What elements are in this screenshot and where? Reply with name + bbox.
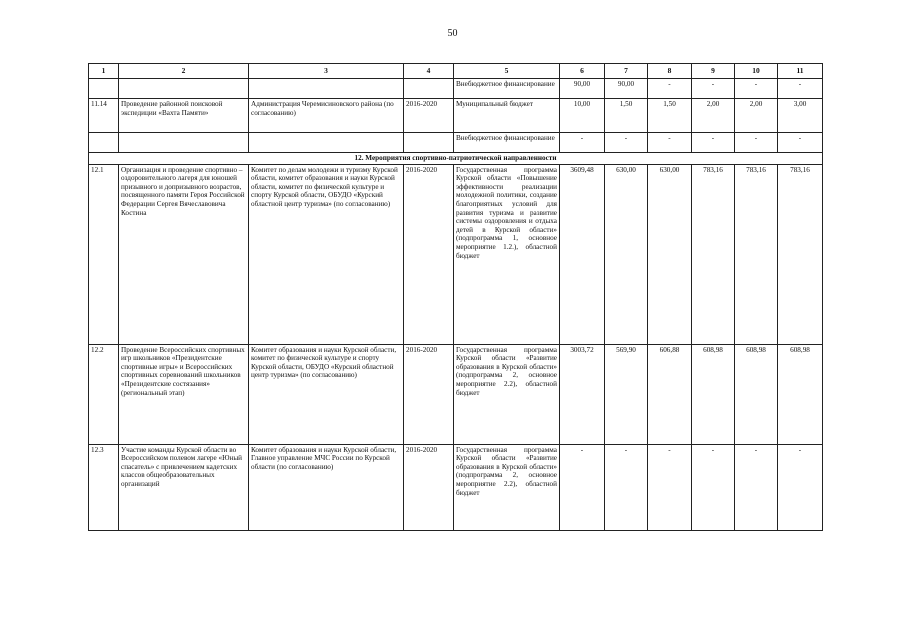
cell-2020: 3,00 bbox=[778, 99, 823, 133]
col-header: 3 bbox=[249, 64, 404, 79]
cell-source: Муниципальный бюджет bbox=[454, 99, 560, 133]
cell-id: 12.2 bbox=[89, 344, 119, 444]
section-row bbox=[89, 153, 823, 165]
cell-2019: 608,98 bbox=[735, 344, 778, 444]
table-row bbox=[89, 444, 823, 530]
cell-2018: - bbox=[692, 444, 735, 530]
cell-period: 2016-2020 bbox=[404, 164, 454, 344]
cell-source: Государственная программа Курской области «Развитие образования в Курской области» (подпрограмма 2, основное мероприятие 2.2), областной бюджет bbox=[454, 344, 560, 444]
col-header: 5 bbox=[454, 64, 560, 79]
cell-2018: - bbox=[692, 79, 735, 99]
cell-period: 2016-2020 bbox=[404, 99, 454, 133]
cell-period bbox=[404, 79, 454, 99]
page-number: 50 bbox=[447, 28, 458, 39]
cell-2017: - bbox=[648, 79, 692, 99]
cell-2018: - bbox=[692, 133, 735, 153]
section-title: 12. Мероприятия спортивно-патриотической направленности bbox=[89, 153, 823, 165]
cell-id bbox=[89, 79, 119, 99]
measures-table bbox=[88, 63, 823, 531]
cell-2016: 90,00 bbox=[605, 79, 648, 99]
cell-2017: - bbox=[648, 444, 692, 530]
cell-source: Государственная программа Курской области «Повышение эффективности реализации молодежной политики, создание благоприятных условий для развития туризма и развитие системы оздоровления и отдыха детей в Курской области» (подпрограмма 1, основное мероприятие 1.2.), областной бюджет bbox=[454, 164, 560, 344]
table-row bbox=[89, 99, 823, 133]
cell-total: 3609,48 bbox=[560, 164, 605, 344]
col-header: 7 bbox=[605, 64, 648, 79]
cell-2019: - bbox=[735, 133, 778, 153]
cell-id bbox=[89, 133, 119, 153]
cell-2017: 630,00 bbox=[648, 164, 692, 344]
cell-source: Государственная программа Курской области «Развитие образования в Курской области» (подпрограмма 2, основное мероприятие 2.2), областной бюджет bbox=[454, 444, 560, 530]
cell-total: - bbox=[560, 133, 605, 153]
col-header: 2 bbox=[119, 64, 249, 79]
header-row bbox=[89, 64, 823, 79]
cell-period: 2016-2020 bbox=[404, 344, 454, 444]
cell-2019: 783,16 bbox=[735, 164, 778, 344]
cell-2019: 2,00 bbox=[735, 99, 778, 133]
cell-id: 12.1 bbox=[89, 164, 119, 344]
cell-period: 2016-2020 bbox=[404, 444, 454, 530]
col-header: 6 bbox=[560, 64, 605, 79]
table-row bbox=[89, 344, 823, 444]
cell-2017: 606,88 bbox=[648, 344, 692, 444]
cell-name: Проведение районной поисковой экспедиции «Вахта Памяти» bbox=[119, 99, 249, 133]
table-row bbox=[89, 79, 823, 99]
cell-2019: - bbox=[735, 444, 778, 530]
cell-id: 11.14 bbox=[89, 99, 119, 133]
table-row bbox=[89, 164, 823, 344]
cell-2018: 608,98 bbox=[692, 344, 735, 444]
cell-2016: 569,90 bbox=[605, 344, 648, 444]
cell-executor: Администрация Черемисиновского района (по согласованию) bbox=[249, 99, 404, 133]
cell-2018: 783,16 bbox=[692, 164, 735, 344]
cell-2017: - bbox=[648, 133, 692, 153]
cell-2016: - bbox=[605, 133, 648, 153]
cell-executor: Комитет по делам молодежи и туризму Курской области, комитет образования и науки Курской области, комитет по физической культуре и спорту Курской области, ОБУДО «Курский областной центр туризма» (по согласованию) bbox=[249, 164, 404, 344]
cell-name: Проведение Всероссийских спортивных игр школьников «Президентские спортивные игры» и Всероссийских спортивных соревнований школьников «Президентские состязания» (региональный этап) bbox=[119, 344, 249, 444]
cell-source: Внебюджетное финансирование bbox=[454, 79, 560, 99]
cell-name: Организация и проведение спортивно – оздоровительного лагеря для юношей призывного и допризывного возрастов, посвященного памяти Героя Российской Федерации Сергея Вячеславовича Костина bbox=[119, 164, 249, 344]
cell-total: 3003,72 bbox=[560, 344, 605, 444]
cell-total: - bbox=[560, 444, 605, 530]
col-header: 9 bbox=[692, 64, 735, 79]
cell-2020: - bbox=[778, 444, 823, 530]
cell-executor bbox=[249, 133, 404, 153]
col-header: 11 bbox=[778, 64, 823, 79]
cell-2020: - bbox=[778, 79, 823, 99]
cell-id: 12.3 bbox=[89, 444, 119, 530]
cell-2020: 608,98 bbox=[778, 344, 823, 444]
cell-total: 90,00 bbox=[560, 79, 605, 99]
cell-executor: Комитет образования и науки Курской области, Главное управление МЧС России по Курской области (по согласованию) bbox=[249, 444, 404, 530]
cell-2016: 630,00 bbox=[605, 164, 648, 344]
col-header: 4 bbox=[404, 64, 454, 79]
cell-2017: 1,50 bbox=[648, 99, 692, 133]
cell-period bbox=[404, 133, 454, 153]
cell-executor bbox=[249, 79, 404, 99]
cell-name bbox=[119, 133, 249, 153]
cell-2020: 783,16 bbox=[778, 164, 823, 344]
col-header: 1 bbox=[89, 64, 119, 79]
table-row bbox=[89, 133, 823, 153]
cell-2020: - bbox=[778, 133, 823, 153]
cell-2016: 1,50 bbox=[605, 99, 648, 133]
cell-2018: 2,00 bbox=[692, 99, 735, 133]
cell-name bbox=[119, 79, 249, 99]
cell-total: 10,00 bbox=[560, 99, 605, 133]
cell-2016: - bbox=[605, 444, 648, 530]
cell-source: Внебюджетное финансирование bbox=[454, 133, 560, 153]
col-header: 8 bbox=[648, 64, 692, 79]
cell-executor: Комитет образования и науки Курской области, комитет по физической культуре и спорту Курской области, ОБУДО «Курский областной центр туризма» (по согласованию) bbox=[249, 344, 404, 444]
cell-name: Участие команды Курской области во Всероссийском полевом лагере «Юный спасатель» с привлечением кадетских классов общеобразовательных организаций bbox=[119, 444, 249, 530]
cell-2019: - bbox=[735, 79, 778, 99]
col-header: 10 bbox=[735, 64, 778, 79]
